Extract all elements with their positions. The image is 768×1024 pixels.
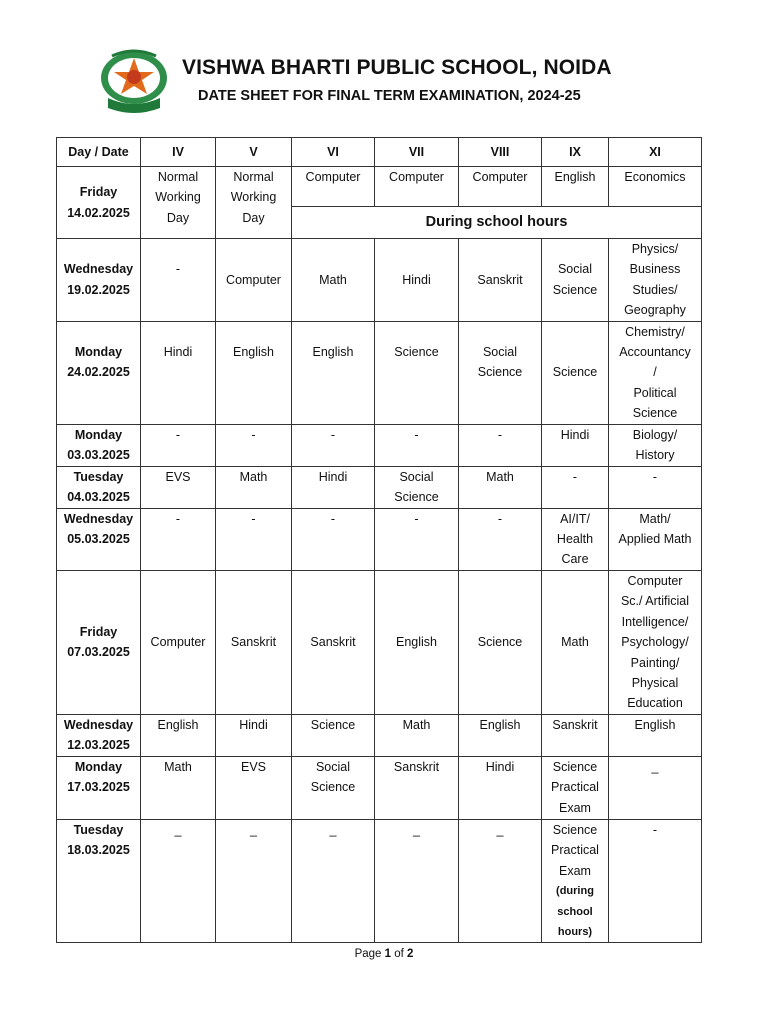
exam-cell: Computer <box>141 570 216 714</box>
exam-cell: Computer <box>459 167 542 207</box>
column-header: Day / Date <box>57 138 141 167</box>
table-row <box>57 424 702 466</box>
table-row <box>57 167 702 207</box>
exam-cell-subject: Science Practical Exam <box>551 822 599 878</box>
day-date-cell: Tuesday 04.03.2025 <box>57 466 141 508</box>
exam-cell: Hindi <box>141 321 216 424</box>
exam-cell: AI/IT/ Health Care <box>542 508 609 570</box>
table-row <box>57 239 702 322</box>
exam-cell: Science <box>459 570 542 714</box>
day-date-cell: Wednesday 12.03.2025 <box>57 714 141 756</box>
day-date-cell: Monday 17.03.2025 <box>57 756 141 819</box>
column-header: IX <box>542 138 609 167</box>
exam-cell: EVS <box>216 756 292 819</box>
table-row <box>57 570 702 714</box>
exam-cell: Math <box>216 466 292 508</box>
column-header: XI <box>609 138 702 167</box>
exam-cell: Computer <box>216 239 292 322</box>
exam-cell: - <box>609 819 702 942</box>
table-row <box>57 321 702 424</box>
school-name: VISHWA BHARTI PUBLIC SCHOOL, NOIDA <box>182 56 612 79</box>
table-row <box>57 466 702 508</box>
exam-cell: - <box>542 466 609 508</box>
exam-cell: Hindi <box>216 714 292 756</box>
exam-cell: _ <box>141 819 216 942</box>
exam-cell: _ <box>292 819 375 942</box>
exam-cell: Hindi <box>375 239 459 322</box>
exam-cell: Physics/ Business Studies/ Geography <box>609 239 702 322</box>
exam-cell: EVS <box>141 466 216 508</box>
exam-cell: Social Science <box>459 321 542 424</box>
exam-cell: Science <box>542 321 609 424</box>
exam-cell: - <box>292 508 375 570</box>
day-date-cell: Wednesday 19.02.2025 <box>57 239 141 322</box>
day-date-cell: Monday 03.03.2025 <box>57 424 141 466</box>
exam-cell: English <box>216 321 292 424</box>
exam-cell: Social Science <box>292 756 375 819</box>
exam-cell: - <box>216 508 292 570</box>
exam-cell: Hindi <box>292 466 375 508</box>
date-sheet-title: DATE SHEET FOR FINAL TERM EXAMINATION, 2024-25 <box>198 88 581 104</box>
table-row <box>57 508 702 570</box>
exam-cell: Normal Working Day <box>216 167 292 239</box>
exam-cell: - <box>459 508 542 570</box>
exam-cell: _ <box>216 819 292 942</box>
exam-cell: Sanskrit <box>292 570 375 714</box>
exam-cell: Normal Working Day <box>141 167 216 239</box>
exam-cell: - <box>609 466 702 508</box>
exam-cell: Science Practical Exam <box>542 756 609 819</box>
exam-cell: - <box>216 424 292 466</box>
column-header: V <box>216 138 292 167</box>
exam-cell: English <box>375 570 459 714</box>
day-date-cell: Friday 07.03.2025 <box>57 570 141 714</box>
exam-cell: - <box>141 424 216 466</box>
exam-cell: English <box>141 714 216 756</box>
exam-cell: Math/ Applied Math <box>609 508 702 570</box>
exam-cell: - <box>459 424 542 466</box>
total-pages: 2 <box>407 948 414 960</box>
exam-cell: Math <box>292 239 375 322</box>
school-crest-icon <box>98 48 170 120</box>
exam-cell: Social Science <box>542 239 609 322</box>
exam-cell: English <box>459 714 542 756</box>
school-hours-banner: During school hours <box>292 207 702 239</box>
exam-cell: Biology/ History <box>609 424 702 466</box>
exam-cell: - <box>375 424 459 466</box>
exam-cell: _ <box>609 756 702 819</box>
day-date-cell: Tuesday 18.03.2025 <box>57 819 141 942</box>
exam-cell: Science <box>375 321 459 424</box>
exam-cell: English <box>542 167 609 207</box>
exam-cell-note: (during school hours) <box>556 885 594 938</box>
exam-cell: Chemistry/ Accountancy / Political Science <box>609 321 702 424</box>
exam-cell: _ <box>375 819 459 942</box>
table-row <box>57 819 702 942</box>
exam-cell: Computer <box>375 167 459 207</box>
column-header: IV <box>141 138 216 167</box>
day-date-cell: Friday 14.02.2025 <box>57 167 141 239</box>
exam-cell: Computer <box>292 167 375 207</box>
exam-cell: English <box>609 714 702 756</box>
exam-cell: Sanskrit <box>459 239 542 322</box>
exam-cell: Hindi <box>542 424 609 466</box>
day-date-cell: Wednesday 05.03.2025 <box>57 508 141 570</box>
exam-cell: Science <box>292 714 375 756</box>
exam-cell <box>542 819 609 942</box>
exam-cell: - <box>375 508 459 570</box>
table-row <box>57 714 702 756</box>
exam-cell: Sanskrit <box>216 570 292 714</box>
exam-cell: English <box>292 321 375 424</box>
exam-cell: Hindi <box>459 756 542 819</box>
school-logo <box>98 48 170 120</box>
exam-cell: Economics <box>609 167 702 207</box>
exam-cell: Math <box>542 570 609 714</box>
column-header: VI <box>292 138 375 167</box>
exam-cell: Computer Sc./ Artificial Intelligence/ Psychology/ Painting/ Physical Education <box>609 570 702 714</box>
table-header-row <box>57 138 702 167</box>
date-sheet-table <box>56 137 702 943</box>
exam-cell: - <box>292 424 375 466</box>
page-indicator <box>0 948 768 960</box>
exam-cell: Math <box>141 756 216 819</box>
page-of: of <box>391 948 408 960</box>
exam-cell: Sanskrit <box>542 714 609 756</box>
exam-cell: Social Science <box>375 466 459 508</box>
exam-cell: Sanskrit <box>375 756 459 819</box>
exam-cell: _ <box>459 819 542 942</box>
exam-cell: - <box>141 239 216 322</box>
exam-cell: - <box>141 508 216 570</box>
column-header: VII <box>375 138 459 167</box>
current-page: 1 <box>384 948 392 960</box>
day-date-cell: Monday 24.02.2025 <box>57 321 141 424</box>
page-prefix: Page <box>354 948 385 960</box>
exam-cell: Math <box>459 466 542 508</box>
exam-cell: Math <box>375 714 459 756</box>
column-header: VIII <box>459 138 542 167</box>
table-row <box>57 756 702 819</box>
